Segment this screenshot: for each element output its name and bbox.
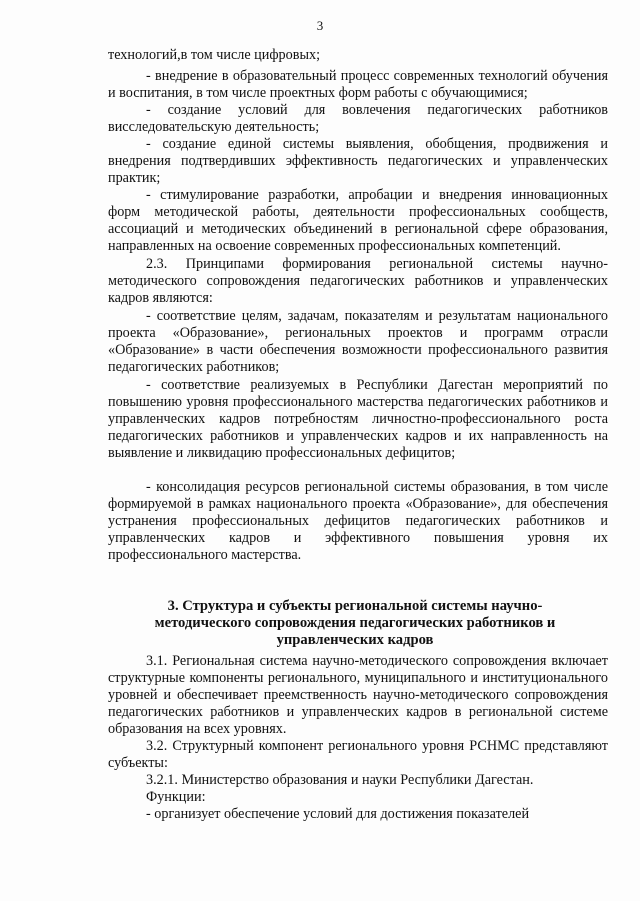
paragraph: Функции: [146,789,206,805]
paragraph: 2.3. Принципами формирования региональной системы научно-методического сопровождения педагогических работников и управленческих кадров являются: [108,256,608,306]
paragraph: технологий,в том числе цифровых; [108,47,321,63]
paragraph: 3.2. Структурный компонент регионального уровня РСНМС представляют субъекты: [108,738,608,771]
paragraph: 3.2.1. Министерство образования и науки Республики Дагестан. [146,772,534,788]
paragraph: - создание условий для вовлечения педагогических работников висследовательскую деятельность; [108,102,608,135]
page-number: 3 [316,18,324,33]
paragraph: - консолидация ресурсов региональной системы образования, в том числе формируемой в рамках национального проекта «Образование», для обеспечения устранения профессиональных дефицитов педагогических работников и управленческих кадров и эффективного повышения уровня их профессионального мастерства. [108,479,608,563]
paragraph: - внедрение в образовательный процесс современных технологий обучения и воспитания, в том числе проектных форм работы с обучающимися; [108,68,608,101]
section-heading: 3. Структура и субъекты региональной системы научно-методического сопровождения педагогических работников и управленческих кадров [154,598,556,648]
paragraph: - создание единой системы выявления, обобщения, продвижения и внедрения подтвердивших эффективность педагогических и управленческих практик; [108,136,608,186]
paragraph: - соответствие реализуемых в Республики Дагестан мероприятий по повышению уровня профессионального мастерства педагогических работников и управленческих кадров потребностям личностно-профессионального роста педагогических работников и управленческих кадров и их направленность на выявление и ликвидацию профессиональных дефицитов; [108,377,608,461]
paragraph: - организует обеспечение условий для достижения показателей [146,806,530,822]
paragraph: - стимулирование разработки, апробации и внедрения инновационных форм методической работы, деятельности профессиональных сообществ, ассоциаций и методических объединений в региональной сфере образования, направленных на освоение современных профессиональных компетенций. [108,187,608,254]
paragraph: - соответствие целям, задачам, показателям и результатам национального проекта «Образование», региональных проектов и программ отрасли «Образование» в части обеспечения возможности профессионального развития педагогических работников; [108,308,608,375]
paragraph: 3.1. Региональная система научно-методического сопровождения включает структурные компоненты регионального, муниципального и институционального уровней и обеспечивает преемственность научно-методического сопровождения педагогических работников и управленческих кадров в региональной системе образования на всех уровнях. [108,653,608,737]
